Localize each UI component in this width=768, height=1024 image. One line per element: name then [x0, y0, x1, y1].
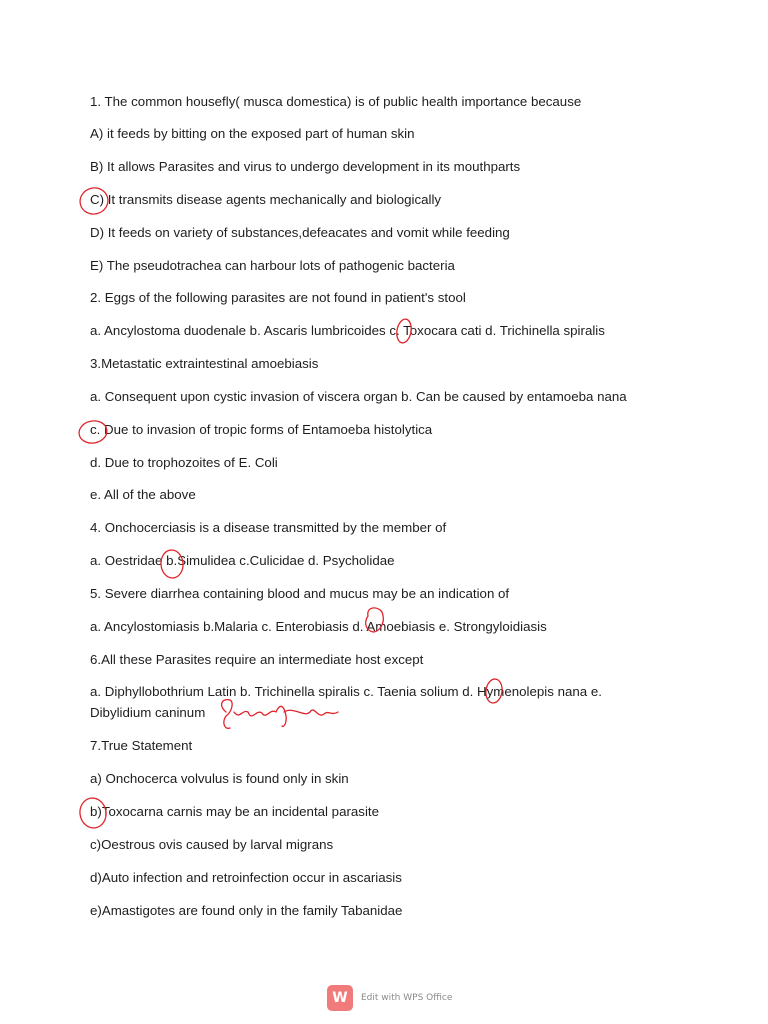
option-7d: d)Auto infection and retroinfection occur in ascariasis [90, 870, 402, 885]
wps-footer[interactable] [327, 985, 452, 1011]
question-4: 4. Onchocerciasis is a disease transmitted by the member of [90, 520, 447, 535]
option-1a: A) it feeds by bitting on the exposed part of human skin [90, 126, 415, 141]
options-6: a. Diphyllobothrium Latin b. Trichinella spiralis c. Taenia solium d. Hymenolepis nana e. Dibylidium caninum [90, 684, 602, 720]
question-6: 6.All these Parasites require an intermediate host except [90, 652, 424, 667]
wps-logo-icon[interactable]: W [327, 985, 353, 1011]
option-7b: b)Toxocarna carnis may be an incidental parasite [90, 804, 379, 819]
option-1c: C) It transmits disease agents mechanically and biologically [90, 192, 442, 207]
question-3: 3.Metastatic extraintestinal amoebiasis [90, 356, 319, 371]
option-1e: E) The pseudotrachea can harbour lots of pathogenic bacteria [90, 258, 455, 273]
options-3ab: a. Consequent upon cystic invasion of viscera organ b. Can be caused by entamoeba nana [90, 389, 627, 404]
option-1d: D) It feeds on variety of substances,defeacates and vomit while feeding [90, 225, 510, 240]
question-1: 1. The common housefly( musca domestica) is of public health importance because [90, 94, 582, 109]
option-3d: d. Due to trophozoites of E. Coli [90, 455, 278, 470]
option-3e: e. All of the above [90, 487, 196, 502]
question-5: 5. Severe diarrhea containing blood and mucus may be an indication of [90, 586, 510, 601]
option-1b: B) It allows Parasites and virus to undergo development in its mouthparts [90, 159, 521, 174]
option-7a: a) Onchocerca volvulus is found only in skin [90, 771, 349, 786]
option-7e: e)Amastigotes are found only in the family Tabanidae [90, 903, 403, 918]
options-5: a. Ancylostomiasis b.Malaria c. Enterobiasis d. Amoebiasis e. Strongyloidiasis [90, 619, 547, 634]
options-2: a. Ancylostoma duodenale b. Ascaris lumbricoides c. Toxocara cati d. Trichinella spiralis [90, 323, 605, 338]
options-4: a. Oestridae b.Simulidea c.Culicidae d. Psycholidae [90, 553, 395, 568]
option-3c: c. Due to invasion of tropic forms of Entamoeba histolytica [90, 422, 433, 437]
option-7c: c)Oestrous ovis caused by larval migrans [90, 837, 334, 852]
question-2: 2. Eggs of the following parasites are not found in patient's stool [90, 290, 466, 305]
wps-edit-link[interactable]: Edit with WPS Office [361, 993, 453, 1003]
question-7: 7.True Statement [90, 738, 193, 753]
